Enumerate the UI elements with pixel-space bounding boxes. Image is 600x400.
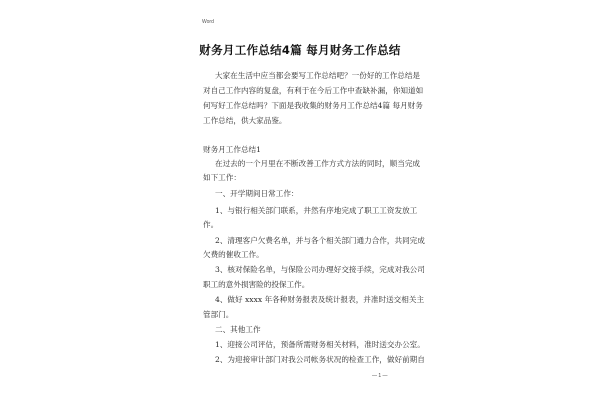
- section-body-line-1: 在过去的一个月里在不断改善工作方式方法的同时，顺当完成: [215, 159, 421, 168]
- item-3-line-2: 职工的意外损害险的投保工作。: [203, 280, 310, 289]
- item-2-line-2: 欠费的催收工作。: [203, 250, 264, 259]
- item-4-line-2: 管部门。: [203, 310, 234, 319]
- document-title: 财务月工作总结4篇 每月财务工作总结: [199, 43, 401, 57]
- header-label: Word: [202, 19, 214, 25]
- section-body-line-2: 如下工作：: [203, 173, 241, 182]
- part2-heading: 二、其他工作: [215, 325, 261, 334]
- item-1-line-2: 作。: [203, 220, 219, 229]
- item-2-line-1: 2、清理客户欠费名单，并与各个相关部门通力合作，共同完成: [215, 236, 425, 245]
- part2-item-1: 1、迎接公司评估，预备所需财务相关材料，准时送交办公室。: [215, 340, 425, 349]
- section-heading: 财务月工作总结1: [203, 145, 261, 154]
- intro-line-4: 工作总结，供大家品鉴。: [203, 116, 287, 125]
- item-3-line-1: 3、核对保险名单，与保险公司办理好交接手续，完成对我公司: [215, 265, 425, 274]
- page-number: — 1 —: [372, 373, 388, 379]
- item-4-line-1: 4、做好 xxxx 年各种财务报表及统计报表，并准时送交相关主: [215, 295, 425, 304]
- part2-item-2: 2、为迎接审计部门对我公司帐务状况的检查工作，做好前期自: [215, 355, 425, 364]
- intro-line-2: 对自己工作内容的复盘，有利于在今后工作中查缺补漏，你知道如: [203, 86, 424, 95]
- intro-line-3: 何写好工作总结吗？下面是我收集的财务月工作总结4篇 每月财务: [203, 101, 423, 110]
- intro-line-1: 大家在生活中应当都会要写工作总结吧？一份好的工作总结是: [215, 71, 421, 80]
- part1-heading: 一、开学期间日常工作：: [215, 189, 299, 198]
- item-1-line-1: 1、与银行相关部门联系，井然有序地完成了职工工资发放工: [215, 206, 418, 215]
